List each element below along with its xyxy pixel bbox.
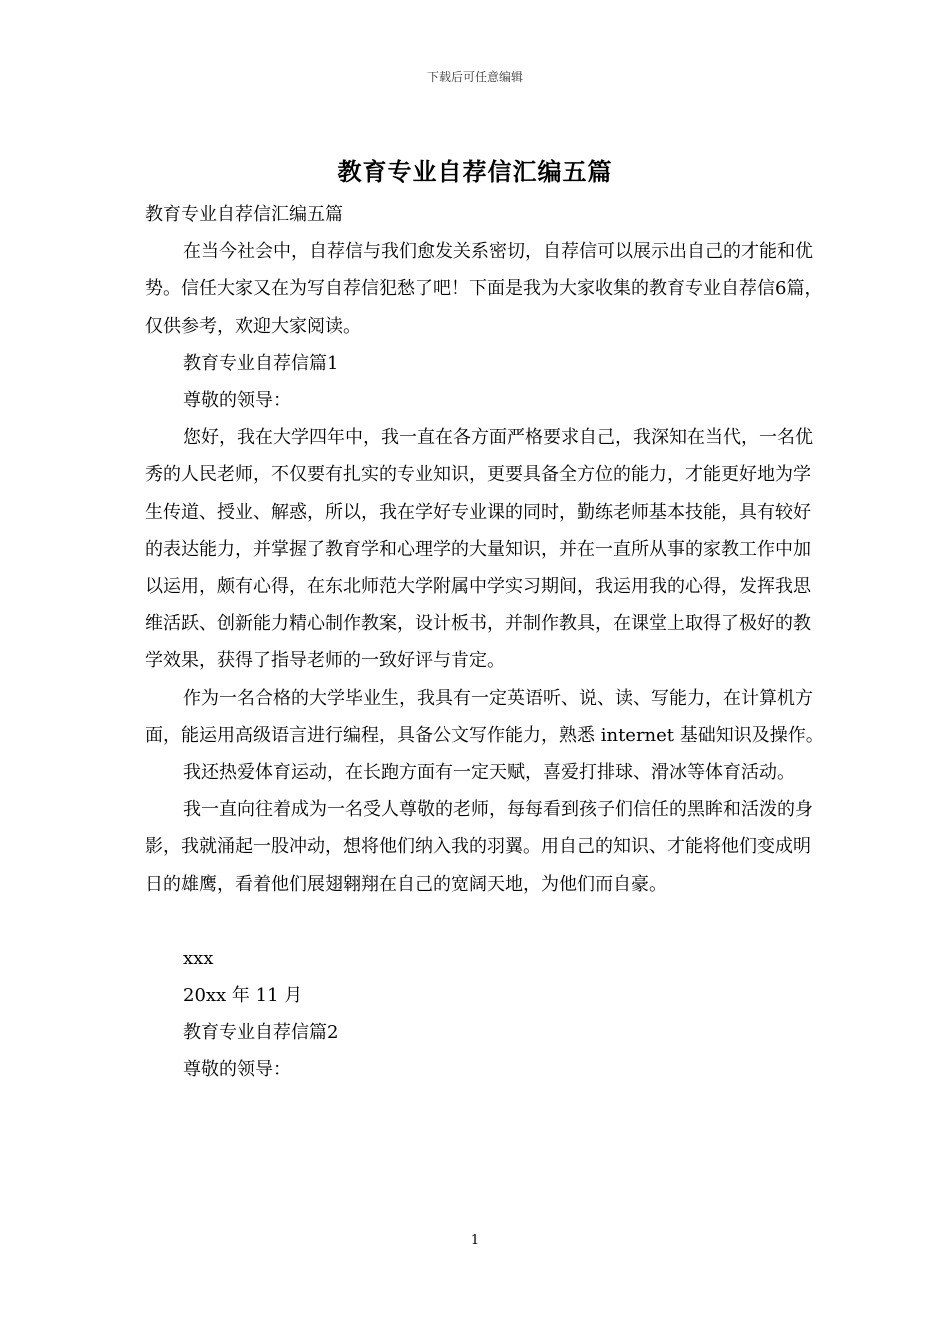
paragraph-body: 您好，我在大学四年中，我一直在各方面严格要求自己，我深知在当代，一名优秀的人民老师，不仅要有扎实的专业知识，更要具备全方位的能力，才能更好地为学生传道、授业、解惑，所以，我在学好专业课的同时，勤练老师基本技能，具有较好的表达能力，并掌握了教育学和心理学的大量知识，并在一直所从事的家教工作中加以运用，颇有心得，在东北师范大学附属中学实习期间，我运用我的心得，发挥我思维活跃、创新能力精心制作教案，设计板书，并制作教具，在课堂上取得了极好的教学效果，获得了指导老师的一致好评与肯定。 [145, 427, 813, 672]
paragraph-salutation: 尊敬的领导： [183, 1059, 291, 1081]
page-number: 1 [470, 1233, 480, 1248]
page-header-note: 下载后可任意编辑 [426, 70, 523, 84]
blank-line [145, 903, 825, 940]
paragraph-body: 作为一名合格的大学毕业生，我具有一定英语听、说、读、写能力，在计算机方面，能运用高级语言进行编程，具备公文写作能力，熟悉 internet 基础知识及操作。 [145, 687, 824, 746]
paragraph-salutation: 尊敬的领导： [183, 390, 291, 412]
paragraph-intro: 在当今社会中，自荐信与我们愈发关系密切，自荐信可以展示出自己的才能和优势。信任大家又在为写自荐信犯愁了吧！下面是我为大家收集的教育专业自荐信6篇，仅供参考，欢迎大家阅读。 [145, 241, 823, 337]
document-title: 教育专业自荐信汇编五篇 [337, 157, 613, 186]
paragraph-body: 我还热爱体育运动，在长跑方面有一定天赋，喜爱打排球、滑冰等体育活动。 [183, 762, 795, 784]
paragraph-signature: xxx [183, 947, 214, 969]
paragraph-body: 我一直向往着成为一名受人尊敬的老师，每每看到孩子们信任的黑眸和活泼的身影，我就涌起一股冲动，想将他们纳入我的羽翼。用自己的知识、才能将他们变成明日的雄鹰，看着他们展翅翱翔在自己的宽阔天地，为他们而自豪。 [145, 799, 813, 895]
paragraph-letter-2-heading: 教育专业自荐信篇2 [183, 1022, 339, 1044]
paragraph-date: 20xx 年 11 月 [183, 985, 303, 1007]
document-body [145, 196, 825, 1089]
paragraph-letter-1-heading: 教育专业自荐信篇1 [183, 352, 339, 374]
paragraph-subtitle: 教育专业自荐信汇编五篇 [145, 204, 343, 225]
